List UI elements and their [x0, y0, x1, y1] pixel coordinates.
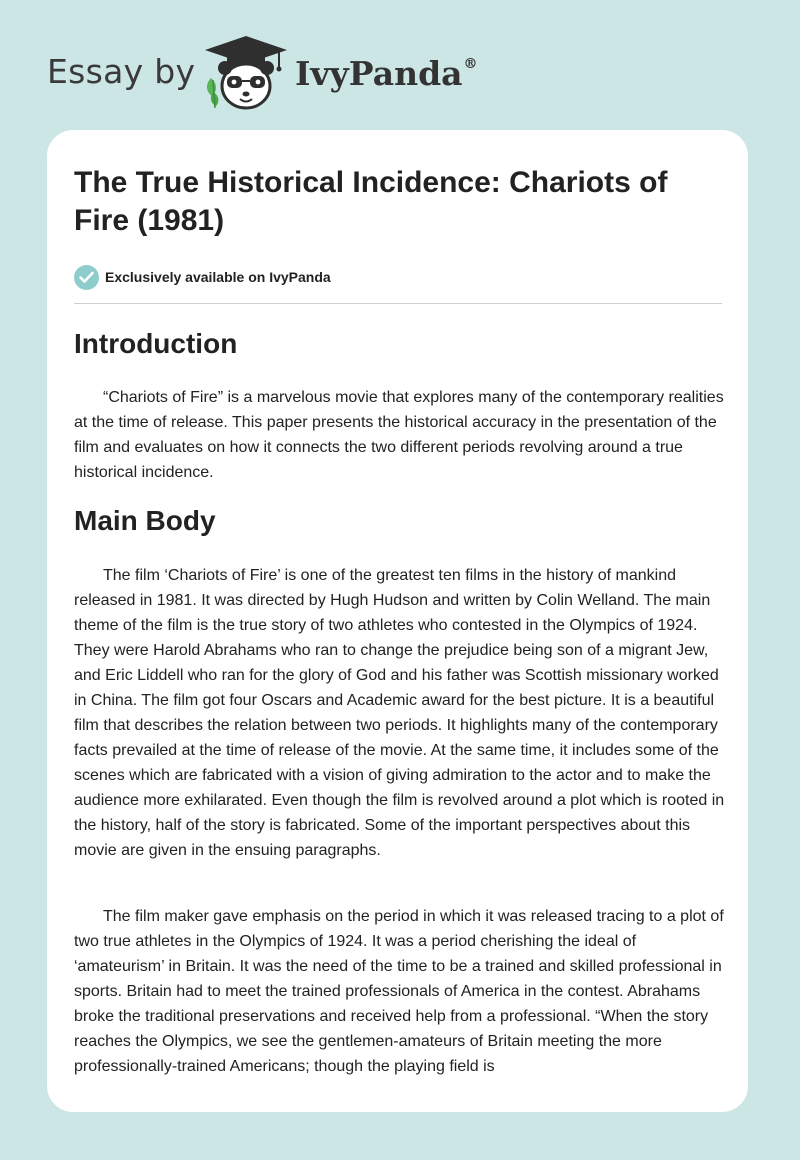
- main-body-paragraph-2: The film maker gave emphasis on the period in which it was released tracing to a plot of two true athletes in the Olympics of 1924. It was a period cherishing the ideal of ‘amateurism’ in Britain. It was the need of the time to be a trained and skilled professional in sports. Britain had to meet the trained professionals of America in the contest. Abrahams broke the traditional preservations and received help from a professional. “When the story reaches the Olympics, we see the gentlemen-amateurs of Britain meeting the more professionally-trained Americans; though the playing field is: [74, 908, 724, 1075]
- site-header: [47, 34, 478, 114]
- section-heading-introduction: Introduction: [74, 328, 238, 359]
- registered-mark: ®: [463, 56, 478, 72]
- intro-paragraph: “Chariots of Fire” is a marvelous movie that explores many of the contemporary realities at the time of release. This paper presents the historical accuracy in the presentation of the film and evaluates on how it connects the two different periods revolving around a true historical incidence.: [74, 389, 724, 481]
- essay-by-label: Essay by: [47, 52, 196, 91]
- brand-name[interactable]: [295, 54, 478, 93]
- exclusive-badge: [74, 264, 331, 290]
- main-body-paragraph-1: The film ‘Chariots of Fire’ is one of the greatest ten films in the history of mankind released in 1981. It was directed by Hugh Hudson and written by Colin Welland. The main theme of the film is the true story of two athletes who contested in the Olympics of 1924. They were Harold Abrahams who ran to change the prejudice being son of a migrant Jew, and Eric Liddell who ran for the glory of God and his father was Scottish missionary worked in China. The film got four Oscars and Academic award for the best picture. It is a beautiful film that describes the relation between two periods. It highlights many of the contemporary facts prevailed at the time of release of the movie. At the same time, it includes some of the scenes which are fabricated with a vision of giving admiration to the actor and to make the audience more exhilarated. Even though the film is revolved around a plot which is rooted in the history, half of the story is fabricated. Some of the important perspectives about this movie are given in the ensuing paragraphs.: [74, 567, 725, 859]
- exclusive-text: Exclusively available on IvyPanda: [105, 269, 331, 285]
- check-circle-icon: [74, 265, 99, 290]
- panda-logo-icon[interactable]: [203, 34, 289, 112]
- title-divider: [74, 303, 722, 304]
- article-card: [47, 130, 748, 1112]
- section-heading-main-body: Main Body: [74, 505, 216, 536]
- article-title: The True Historical Incidence: Chariots of Fire (1981): [74, 166, 668, 237]
- brand-text: IvyPanda: [295, 54, 463, 93]
